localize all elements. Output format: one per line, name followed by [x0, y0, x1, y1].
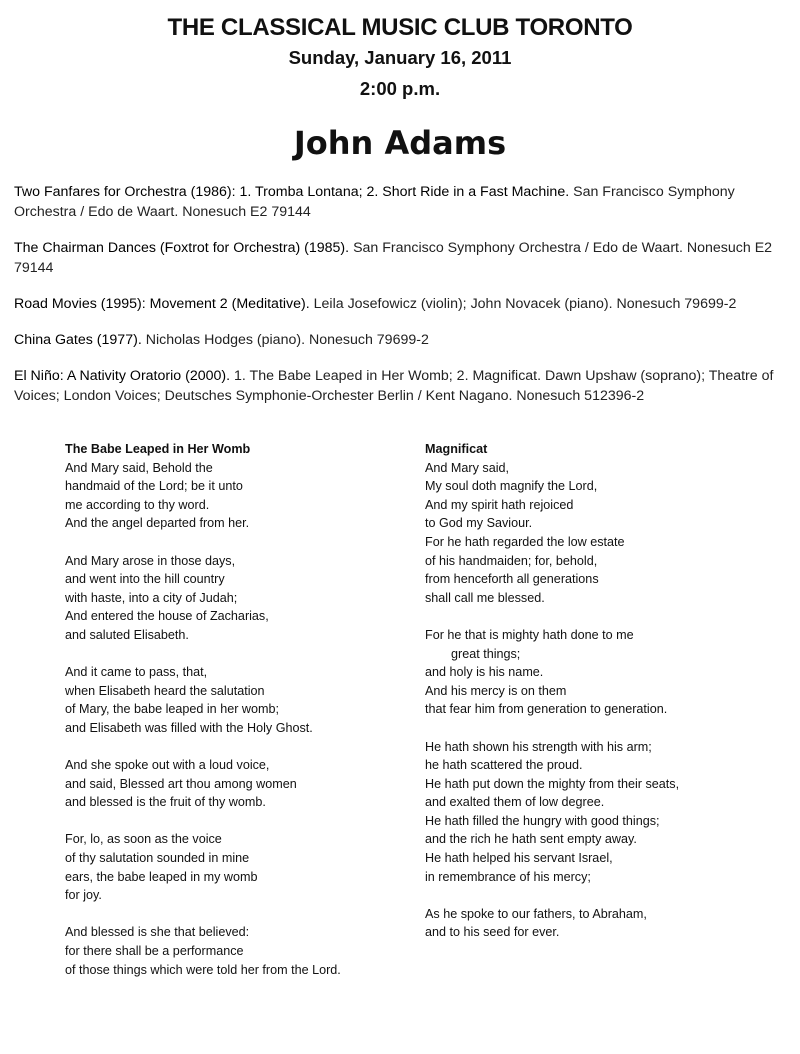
text-title: Magnificat	[425, 442, 488, 456]
text-line: He hath put down the mighty from their seats,	[425, 776, 680, 791]
text-line: of Mary, the babe leaped in her womb;	[65, 702, 279, 717]
text-line: shall call me blessed.	[425, 590, 545, 605]
stanza	[65, 830, 385, 904]
text-line: As he spoke to our fathers, to Abraham,	[425, 906, 647, 921]
text-line: and said, Blessed art thou among women	[65, 776, 297, 791]
text-line: And Mary said, Behold the	[65, 460, 213, 475]
text-line: handmaid of the Lord; be it unto	[65, 479, 243, 494]
concert-date: Sunday, January 16, 2011	[288, 47, 512, 68]
text-line: And Mary arose in those days,	[65, 553, 236, 568]
text-line: of those things which were told her from the Lord.	[65, 962, 341, 977]
text-line: with haste, into a city of Judah;	[65, 590, 238, 605]
text-line: from henceforth all generations	[425, 572, 599, 587]
program-entry	[14, 330, 790, 350]
text-line: and exalted them of low degree.	[425, 795, 605, 810]
stanza	[65, 459, 385, 533]
stanza	[425, 738, 795, 887]
text-line: My soul doth magnify the Lord,	[425, 479, 598, 494]
text-line: And my spirit hath rejoiced	[425, 497, 574, 512]
text-line: and to his seed for ever.	[425, 925, 560, 940]
text-line: ears, the babe leaped in my womb	[65, 869, 258, 884]
composer-name: John Adams	[293, 124, 507, 162]
stanza	[65, 663, 385, 737]
program-list	[14, 182, 790, 422]
text-column-right	[425, 440, 795, 961]
text-line: in remembrance of his mercy;	[425, 869, 591, 884]
program-entry	[14, 294, 790, 314]
text-line: And she spoke out with a loud voice,	[65, 758, 270, 773]
text-line: and Elisabeth was filled with the Holy Ghost.	[65, 720, 313, 735]
text-line: to God my Saviour.	[425, 516, 533, 531]
text-line: And the angel departed from her.	[65, 516, 250, 531]
work-title: The Chairman Dances (Foxtrot for Orchestra) (1985).	[14, 240, 350, 256]
program-entry	[14, 182, 790, 222]
stanza	[65, 756, 385, 812]
stanza	[65, 923, 385, 979]
work-title: Road Movies (1995): Movement 2 (Meditative).	[14, 296, 310, 312]
text-line: for there shall be a performance	[65, 944, 244, 959]
text-line: when Elisabeth heard the salutation	[65, 683, 265, 698]
text-line: great things;	[451, 646, 521, 661]
work-title: El Niño: A Nativity Oratorio (2000).	[14, 368, 231, 384]
text-line: and holy is his name.	[425, 665, 544, 680]
text-column-left	[65, 440, 385, 998]
work-title: China Gates (1977).	[14, 332, 142, 348]
text-line: he hath scattered the proud.	[425, 758, 583, 773]
performers: San Francisco Symphony Orchestra / Edo de Waart. Nonesuch E2 79144	[14, 184, 735, 220]
text-line: me according to thy word.	[65, 497, 210, 512]
stanza	[425, 626, 795, 719]
concert-time: 2:00 p.m.	[359, 78, 441, 99]
text-line: And his mercy is on them	[425, 683, 567, 698]
performers: San Francisco Symphony Orchestra / Edo de Waart. Nonesuch E2 79144	[14, 240, 773, 276]
text-title: The Babe Leaped in Her Womb	[65, 442, 251, 456]
text-line: and went into the hill country	[65, 572, 225, 587]
text-line: For he that is mighty hath done to me	[425, 627, 634, 642]
stanza	[425, 905, 795, 942]
club-title: THE CLASSICAL MUSIC CLUB TORONTO	[167, 14, 633, 41]
text-line: He hath shown his strength with his arm;	[425, 739, 652, 754]
text-line: For he hath regarded the low estate	[425, 534, 625, 549]
program-entry	[14, 238, 790, 278]
program-entry	[14, 366, 790, 406]
stanza	[65, 552, 385, 645]
text-line: And Mary said,	[425, 460, 509, 475]
text-line: for joy.	[65, 888, 102, 903]
work-title: Two Fanfares for Orchestra (1986): 1. Tromba Lontana; 2. Short Ride in a Fast Machine.	[14, 184, 570, 200]
stanza	[425, 459, 795, 608]
performers: Leila Josefowicz (violin); John Novacek (piano). Nonesuch 79699-2	[313, 296, 737, 312]
text-line: and saluted Elisabeth.	[65, 627, 189, 642]
text-line: of his handmaiden; for, behold,	[425, 553, 598, 568]
performers: Nicholas Hodges (piano). Nonesuch 79699-2	[145, 332, 429, 348]
text-line: And it came to pass, that,	[65, 665, 208, 680]
text-line: and blessed is the fruit of thy womb.	[65, 795, 266, 810]
text-line: And entered the house of Zacharias,	[65, 609, 269, 624]
performers: 1. The Babe Leaped in Her Womb; 2. Magnificat. Dawn Upshaw (soprano); Theatre of Voices; London Voices; Deutsches Symphonie-Orchester Berlin / Kent Nagano. Nonesuch 512396-2	[14, 368, 774, 404]
text-line: and the rich he hath sent empty away.	[425, 832, 637, 847]
text-line: He hath filled the hungry with good things;	[425, 813, 660, 828]
text-line: that fear him from generation to generation.	[425, 702, 668, 717]
text-line: of thy salutation sounded in mine	[65, 851, 250, 866]
text-line: And blessed is she that believed:	[65, 925, 250, 940]
text-line: For, lo, as soon as the voice	[65, 832, 222, 847]
text-line: He hath helped his servant Israel,	[425, 851, 613, 866]
